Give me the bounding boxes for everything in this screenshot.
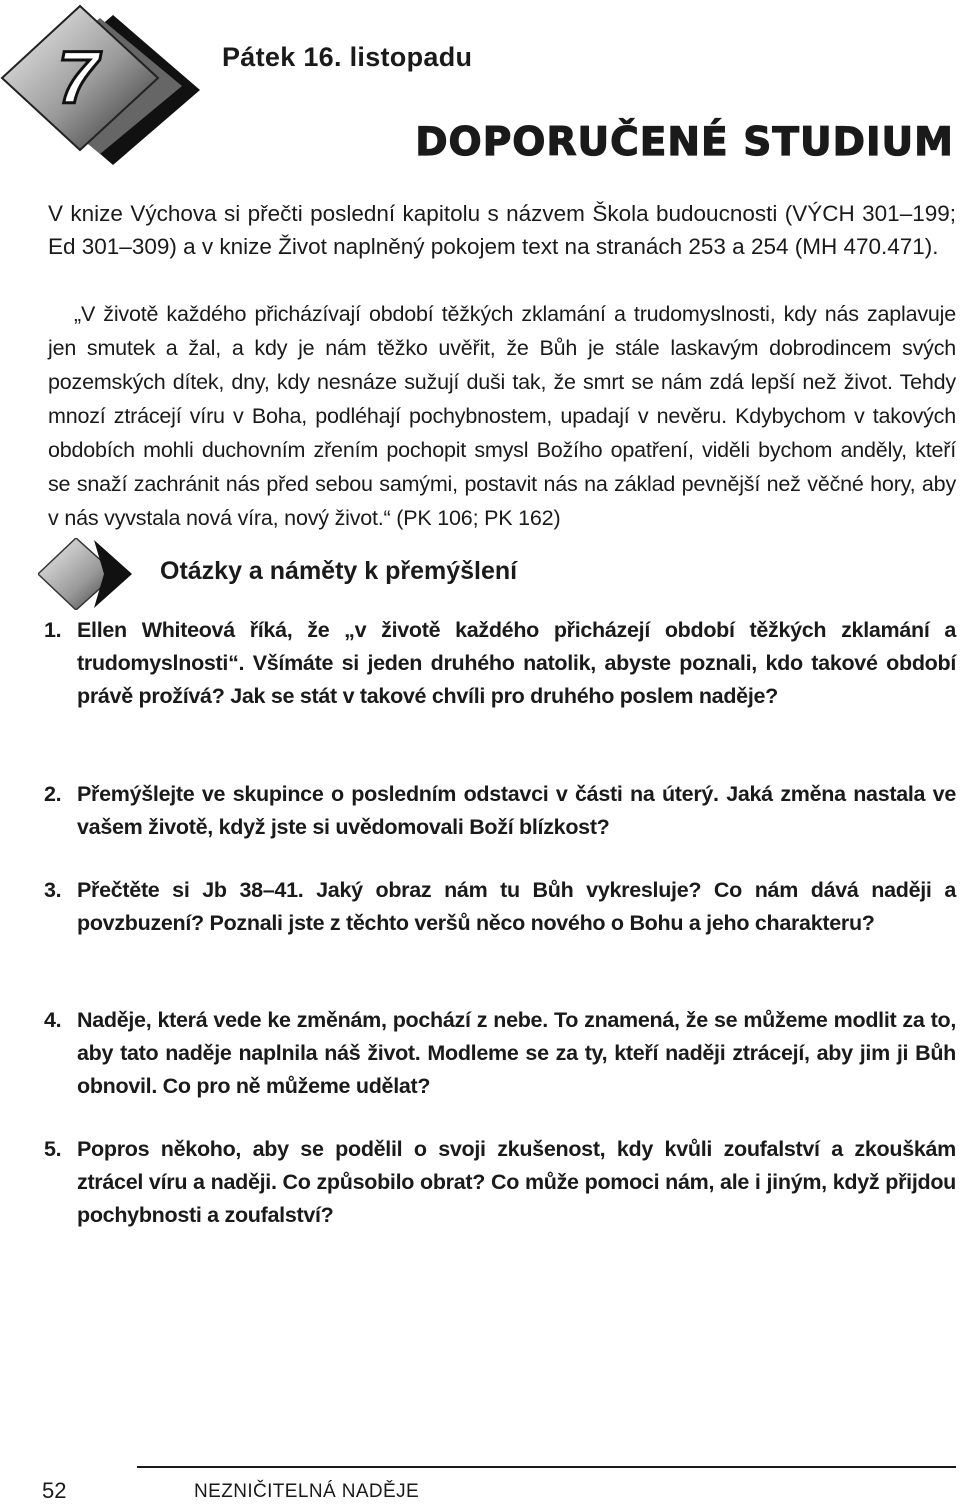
question-number: 2.: [44, 782, 62, 806]
question-item: [44, 874, 956, 940]
lesson-number: 7: [57, 36, 99, 119]
question-item: [44, 1004, 956, 1103]
question-text: Přečtěte si Jb 38–41. Jaký obraz nám tu Bůh vykresluje? Co nám dává naději a povzbuzení? Poznali jste z těchto veršů něco nového o Bohu a jeho charakteru?: [77, 878, 956, 935]
question-number: 3.: [44, 878, 62, 902]
question-item: [44, 614, 956, 713]
book-title: NEZNIČITELNÁ NADĚJE: [194, 1481, 420, 1502]
question-number: 4.: [44, 1008, 62, 1032]
question-number: 5.: [44, 1137, 62, 1161]
question-text: Ellen Whiteová říká, že „v životě každého přicházejí období těžkých zklamání a trudomyslnosti“. Všímáte si jeden druhého natolik, abyste poznali, kdo takové období právě prožívá? Jak se stát v takové chvíli pro druhého poslem naděje?: [77, 618, 956, 708]
question-item: [44, 1133, 956, 1232]
question-text: Popros někoho, aby se podělil o svoji zkušenost, kdy kvůli zoufalství a zkouškám ztrácel víru a naději. Co způsobilo obrat? Co může pomoci nám, ale i jiným, když přijdou pochybnosti a zoufalství?: [77, 1137, 956, 1227]
footer-divider: [137, 1466, 956, 1468]
intro-paragraph: V knize Výchova si přečti poslední kapitolu s názvem Škola budoucnosti (VÝCH 301–199; Ed 301–309) a v knize Život naplněný pokojem text na stranách 253 a 254 (MH 470.471).: [48, 201, 956, 259]
question-item: [44, 778, 956, 844]
day-heading: Pátek 16. listopadu: [222, 42, 473, 72]
page-number: 52: [42, 1478, 67, 1503]
question-number: 1.: [44, 618, 62, 642]
section-title: DOPORUČENÉ STUDIUM: [415, 120, 954, 165]
question-text: Naděje, která vede ke změnám, pochází z nebe. To znamená, že se můžeme modlit za to, aby tato naděje naplnila náš život. Modleme se za ty, kteří naději ztrácejí, aby jim ji Bůh obnovil. Co pro ně můžeme udělat?: [77, 1008, 956, 1098]
question-text: Přemýšlejte ve skupince o posledním odstavci v části na úterý. Jaká změna nastala ve vašem životě, když jste si uvědomovali Boží blízkost?: [77, 782, 956, 839]
quote-paragraph: „V životě každého přicházívají období těžkých zklamání a trudomyslnosti, kdy nás zaplavuje jen smutek a žal, a kdy je nám těžko uvěřit, že Bůh je stále laskavým dobrodincem svých pozemských dítek, dny, kdy nesnáze sužují duši tak, že smrt se nám zdá lepší než život. Tehdy mnozí ztrácejí víru v Boha, podléhají pochybnostem, upadají v nevěru. Kdybychom v takových obdobích mohli duchovním zřením pochopit smysl Božího opatření, viděli bychom anděly, kteří se snaží zachránit nás před sebou samými, postavit nás na základ pevnější než věčné hory, aby v nás vyvstala nová víra, nový život.“ (PK 106; PK 162): [48, 302, 956, 530]
questions-heading: Otázky a náměty k přemýšlení: [160, 557, 518, 585]
